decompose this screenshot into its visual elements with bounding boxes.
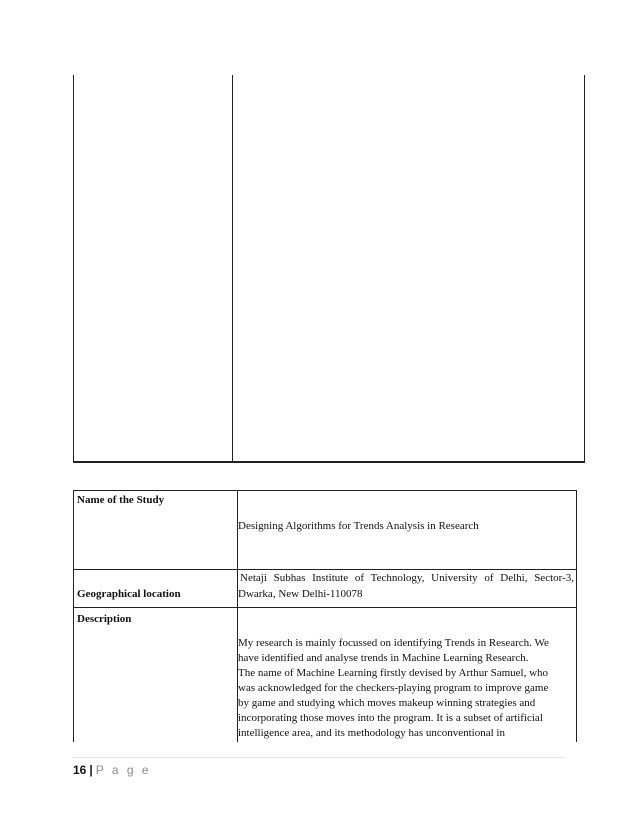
description-line: was acknowledged for the checkers-playing program to improve game: [238, 682, 549, 694]
page-footer: [73, 763, 151, 777]
description-line: The name of Machine Learning firstly devised by Arthur Samuel, who: [238, 667, 549, 679]
table-row-divider: [74, 607, 576, 608]
description-line: My research is mainly focussed on identifying Trends in Research. We: [238, 637, 549, 649]
page-word: P a g e: [95, 763, 152, 777]
description-line: intelligence area, and its methodology has unconventional in: [238, 727, 505, 739]
name-of-study-value: Designing Algorithms for Trends Analysis in Research: [238, 520, 479, 532]
description-line: by game and studying which moves makeup winning strategies and: [238, 697, 536, 709]
continuation-table: [73, 75, 585, 463]
description-label: Description: [77, 613, 132, 625]
table-column-divider: [232, 75, 233, 461]
geographical-location-text: Netaji Subhas Institute of Technology, University of Delhi, Sector-3, Dwarka, New Delhi-110078: [238, 572, 574, 600]
study-details-table: [73, 490, 577, 742]
page-number: 16: [73, 763, 87, 777]
footer-divider: [72, 757, 564, 758]
geographical-location-value: [238, 570, 574, 602]
description-line: incorporating those moves into the program. It is a subset of artificial: [238, 712, 543, 724]
description-value: [238, 636, 575, 741]
geographical-location-label: Geographical location: [77, 588, 181, 600]
description-line: have identified and analyse trends in Machine Learning Research.: [238, 652, 529, 664]
name-of-study-label: Name of the Study: [77, 494, 165, 506]
footer-separator: |: [89, 763, 93, 777]
